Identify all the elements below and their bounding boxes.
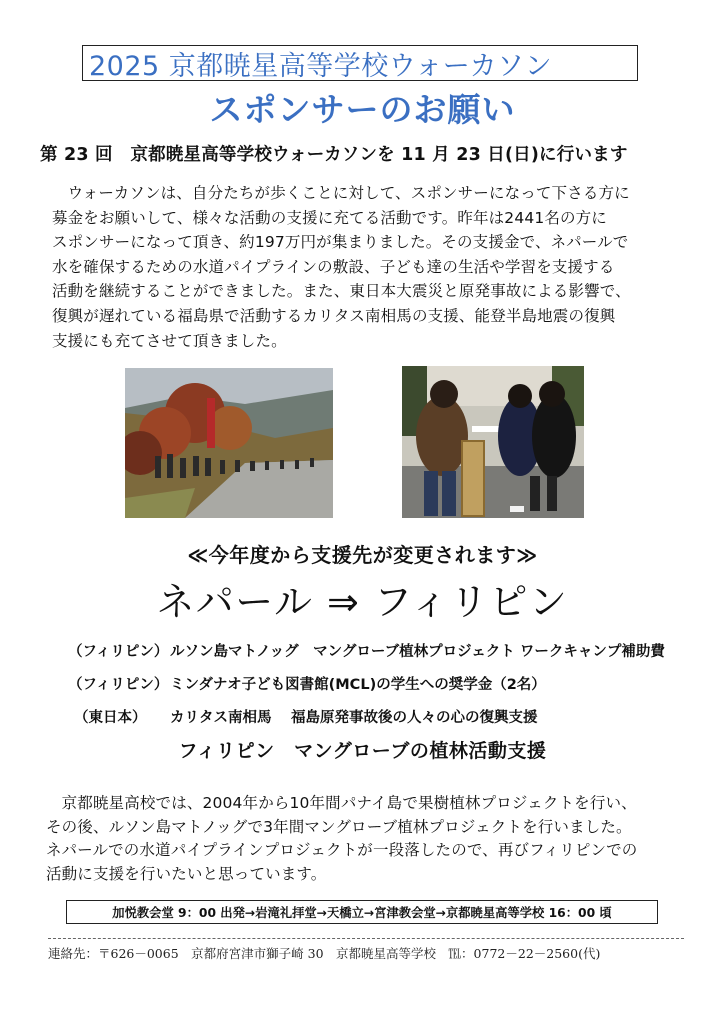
change-headline: ネパール ⇒ フィリピン — [156, 580, 569, 624]
support-region: （フィリピン） — [68, 644, 169, 660]
paragraph-line: ネパールでの水道パイプラインプロジェクトが一段落したので、再びフィリピンでの — [46, 841, 638, 859]
section-heading: フィリピン マングローブの植林活動支援 — [178, 740, 547, 762]
change-notice: ≪今年度から支援先が変更されます≫ — [187, 543, 538, 567]
paragraph-line: 活動に支援を行いたいと思っています。 — [46, 864, 327, 883]
support-item — [68, 673, 708, 694]
intro-line: 活動を継続することができました。また、東日本大震災と原発事故による影響で、 — [52, 282, 631, 301]
event-announcement: 第 23 回 京都暁星高等学校ウォーカソンを 11 月 23 日(日)に行います — [40, 145, 628, 165]
walkathon-road-photo — [125, 368, 333, 518]
support-item — [68, 640, 708, 661]
divider — [48, 938, 684, 939]
intro-paragraph — [52, 181, 692, 353]
philippines-paragraph — [46, 792, 706, 886]
route-box: 加悦教会堂 9：00 出発→岩滝礼拝堂→天橋立→宮津教会堂→京都暁星高等学校 16：00 頃 — [66, 900, 658, 924]
support-text: ミンダナオ子ども図書館(MCL)の学生への奨学金（2名） — [170, 677, 546, 693]
contact-info: 連絡先：〒626－0065 京都府宮津市獅子崎 30 京都暁星高等学校 ℡：0772－22－2560(代) — [48, 946, 601, 961]
intro-line: 水を確保するための水道パイプラインの敷設、子ども達の生活や学習を支援する — [52, 257, 615, 276]
paragraph-line: その後、ルソン島マトノッグで3年間マングローブ植林プロジェクトを行いました。 — [46, 817, 632, 836]
sponsor-signing-photo — [402, 366, 584, 518]
support-region: （東日本） — [74, 710, 147, 726]
intro-line: 復興が遅れている福島県で活動するカリタス南相馬の支援、能登半島地震の復興 — [52, 306, 616, 325]
page-title: 2025 京都暁星高等学校ウォーカソン — [82, 45, 638, 81]
support-text: ルソン島マトノッグ マングローブ植林プロジェクト ワークキャンプ補助費 — [170, 644, 665, 660]
intro-line: スポンサーになって頂き、約197万円が集まりました。その支援金で、ネパールで — [52, 233, 629, 252]
page-subtitle: スポンサーのお願い — [209, 90, 516, 129]
support-text: カリタス南相馬 福島原発事故後の人々の心の復興支援 — [170, 710, 538, 726]
intro-line: 支援にも充てさせて頂きました。 — [52, 331, 287, 350]
intro-line: ウォーカソンは、自分たちが歩くことに対して、スポンサーになって下さる方に — [52, 184, 630, 202]
paragraph-line: 京都暁星高校では、2004年から10年間パナイ島で果樹植林プロジェクトを行い、 — [46, 794, 637, 812]
intro-line: 募金をお願いして、様々な活動の支援に充てる活動です。昨年は2441名の方に — [52, 208, 607, 227]
support-region: （フィリピン） — [68, 677, 169, 693]
support-item — [68, 706, 708, 727]
